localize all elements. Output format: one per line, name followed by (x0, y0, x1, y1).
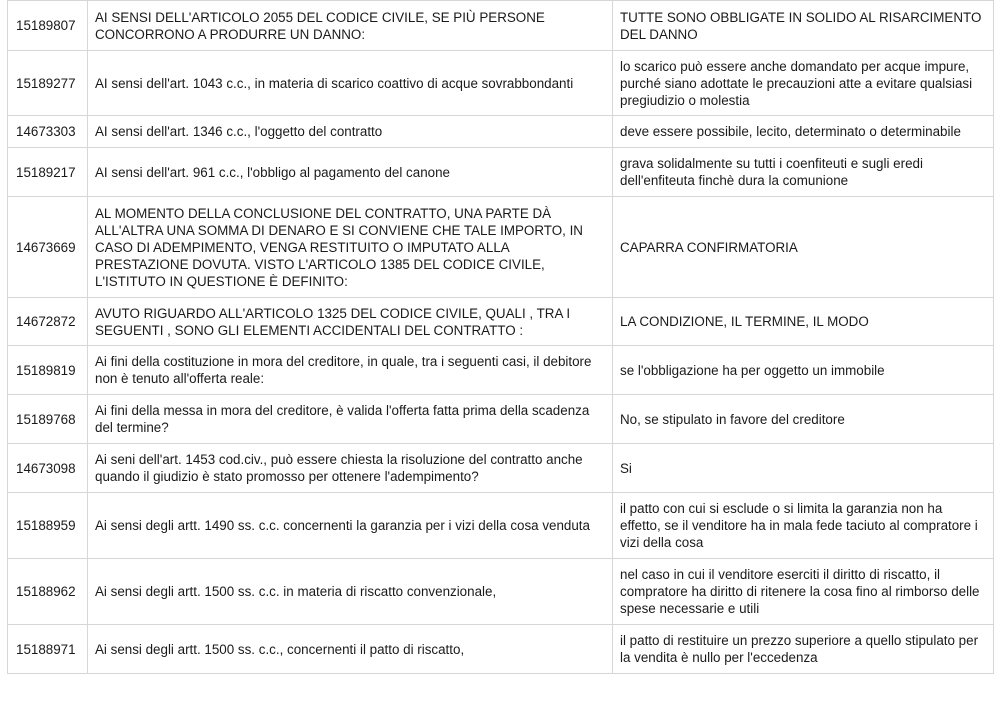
answer-text: nel caso in cui il venditore eserciti il diritto di riscatto, il compratore ha diritto di ritenere la cosa fino al rimborso delle spese necessarie e utili (613, 559, 994, 625)
question-id: 14672872 (8, 298, 88, 346)
table-row (8, 346, 994, 395)
table-row (8, 493, 994, 559)
qa-table (7, 0, 994, 674)
question-text: AL MOMENTO DELLA CONCLUSIONE DEL CONTRATTO, UNA PARTE DÀ ALL'ALTRA UNA SOMMA DI DENARO E SI CONVIENE CHE TALE IMPORTO, IN CASO DI ADEMPIMENTO, VENGA RESTITUITO O IMPUTATO ALLA PRESTAZIONE DOVUTA. VISTO L'ARTICOLO 1385 DEL CODICE CIVILE, L'ISTITUTO IN QUESTIONE È DEFINITO: (88, 197, 613, 298)
table-row (8, 395, 994, 444)
question-id: 14673303 (8, 116, 88, 148)
table-row (8, 116, 994, 148)
question-id: 15188959 (8, 493, 88, 559)
question-text: Ai fini della costituzione in mora del creditore, in quale, tra i seguenti casi, il debitore non è tenuto all'offerta reale: (88, 346, 613, 395)
answer-text: il patto con cui si esclude o si limita la garanzia non ha effetto, se il venditore ha in mala fede taciuto al compratore i vizi della cosa (613, 493, 994, 559)
question-id: 15188971 (8, 625, 88, 674)
question-text: AI SENSI DELL'ARTICOLO 2055 DEL CODICE CIVILE, SE PIÙ PERSONE CONCORRONO A PRODURRE UN DANNO: (88, 1, 613, 51)
table-row (8, 559, 994, 625)
question-id: 15189768 (8, 395, 88, 444)
question-id: 15189819 (8, 346, 88, 395)
question-text: AI sensi dell'art. 961 c.c., l'obbligo al pagamento del canone (88, 148, 613, 197)
question-id: 14673098 (8, 444, 88, 493)
question-text: Ai fini della messa in mora del creditore, è valida l'offerta fatta prima della scadenza del termine? (88, 395, 613, 444)
table-row (8, 625, 994, 674)
question-text: AI sensi dell'art. 1043 c.c., in materia di scarico coattivo di acque sovrabbondanti (88, 51, 613, 116)
question-id: 15189277 (8, 51, 88, 116)
answer-text: deve essere possibile, lecito, determinato o determinabile (613, 116, 994, 148)
answer-text: TUTTE SONO OBBLIGATE IN SOLIDO AL RISARCIMENTO DEL DANNO (613, 1, 994, 51)
table-row (8, 148, 994, 197)
question-id: 14673669 (8, 197, 88, 298)
answer-text: CAPARRA CONFIRMATORIA (613, 197, 994, 298)
answer-text: Si (613, 444, 994, 493)
table-row (8, 197, 994, 298)
table-row (8, 298, 994, 346)
question-text: Ai sensi degli artt. 1490 ss. c.c. concernenti la garanzia per i vizi della cosa venduta (88, 493, 613, 559)
question-text: Ai seni dell'art. 1453 cod.civ., può essere chiesta la risoluzione del contratto anche quando il giudizio è stato promosso per ottenere l'adempimento? (88, 444, 613, 493)
question-text: AI sensi dell'art. 1346 c.c., l'oggetto del contratto (88, 116, 613, 148)
answer-text: lo scarico può essere anche domandato per acque impure, purché siano adottate le precauzioni atte a evitare qualsiasi pregiudizio o molestia (613, 51, 994, 116)
question-id: 15189217 (8, 148, 88, 197)
answer-text: No, se stipulato in favore del creditore (613, 395, 994, 444)
question-text: Ai sensi degli artt. 1500 ss. c.c., concernenti il patto di riscatto, (88, 625, 613, 674)
question-text: Ai sensi degli artt. 1500 ss. c.c. in materia di riscatto convenzionale, (88, 559, 613, 625)
answer-text: LA CONDIZIONE, IL TERMINE, IL MODO (613, 298, 994, 346)
answer-text: grava solidalmente su tutti i coenfiteuti e sugli eredi dell'enfiteuta finchè dura la comunione (613, 148, 994, 197)
question-id: 15189807 (8, 1, 88, 51)
table-row (8, 444, 994, 493)
answer-text: il patto di restituire un prezzo superiore a quello stipulato per la vendita è nullo per l'eccedenza (613, 625, 994, 674)
table-row (8, 1, 994, 51)
question-text: AVUTO RIGUARDO ALL'ARTICOLO 1325 DEL CODICE CIVILE, QUALI , TRA I SEGUENTI , SONO GLI ELEMENTI ACCIDENTALI DEL CONTRATTO : (88, 298, 613, 346)
question-id: 15188962 (8, 559, 88, 625)
table-row (8, 51, 994, 116)
answer-text: se l'obbligazione ha per oggetto un immobile (613, 346, 994, 395)
